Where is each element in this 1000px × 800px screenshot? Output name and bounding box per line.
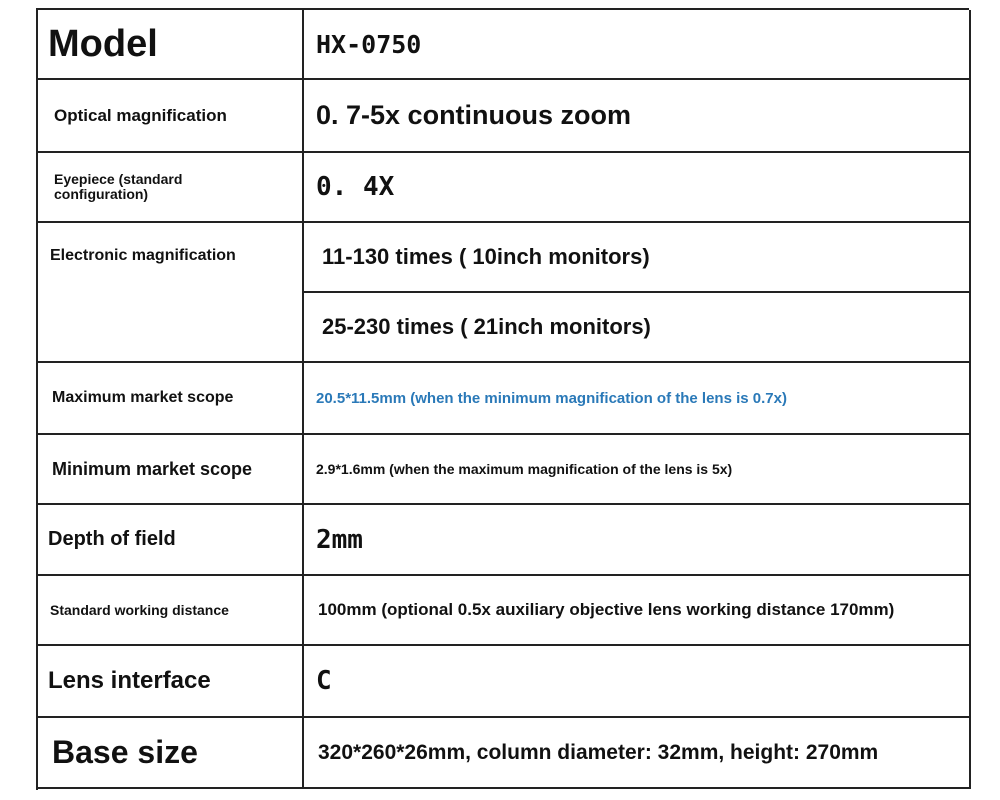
- value-electronic-magnification-21inch: 25-230 times ( 21inch monitors): [304, 293, 971, 363]
- label-maximum-market-scope: Maximum market scope: [38, 363, 304, 435]
- label-eyepiece: Eyepiece (standard configuration): [38, 153, 304, 223]
- value-minimum-market-scope: 2.9*1.6mm (when the maximum magnification of the lens is 5x): [304, 435, 971, 505]
- label-optical-magnification: Optical magnification: [38, 80, 304, 153]
- label-minimum-market-scope: Minimum market scope: [38, 435, 304, 505]
- value-depth-of-field: 2mm: [304, 505, 971, 576]
- value-maximum-market-scope: 20.5*11.5mm (when the minimum magnification of the lens is 0.7x): [304, 363, 971, 435]
- label-standard-working-distance: Standard working distance: [38, 576, 304, 646]
- label-base-size: Base size: [38, 718, 304, 789]
- value-lens-interface: C: [304, 646, 971, 718]
- value-standard-working-distance: 100mm (optional 0.5x auxiliary objective lens working distance 170mm): [304, 576, 971, 646]
- value-electronic-magnification-10inch: 11-130 times ( 10inch monitors): [304, 223, 971, 293]
- label-depth-of-field: Depth of field: [38, 505, 304, 576]
- value-model: HX-0750: [304, 10, 971, 80]
- value-optical-magnification: 0. 7-5x continuous zoom: [304, 80, 971, 153]
- spec-table: [36, 8, 969, 790]
- label-electronic-magnification: Electronic magnification: [38, 223, 304, 363]
- label-lens-interface: Lens interface: [38, 646, 304, 718]
- label-model: Model: [38, 10, 304, 80]
- value-base-size: 320*260*26mm, column diameter: 32mm, height: 270mm: [304, 718, 971, 789]
- value-eyepiece: 0. 4X: [304, 153, 971, 223]
